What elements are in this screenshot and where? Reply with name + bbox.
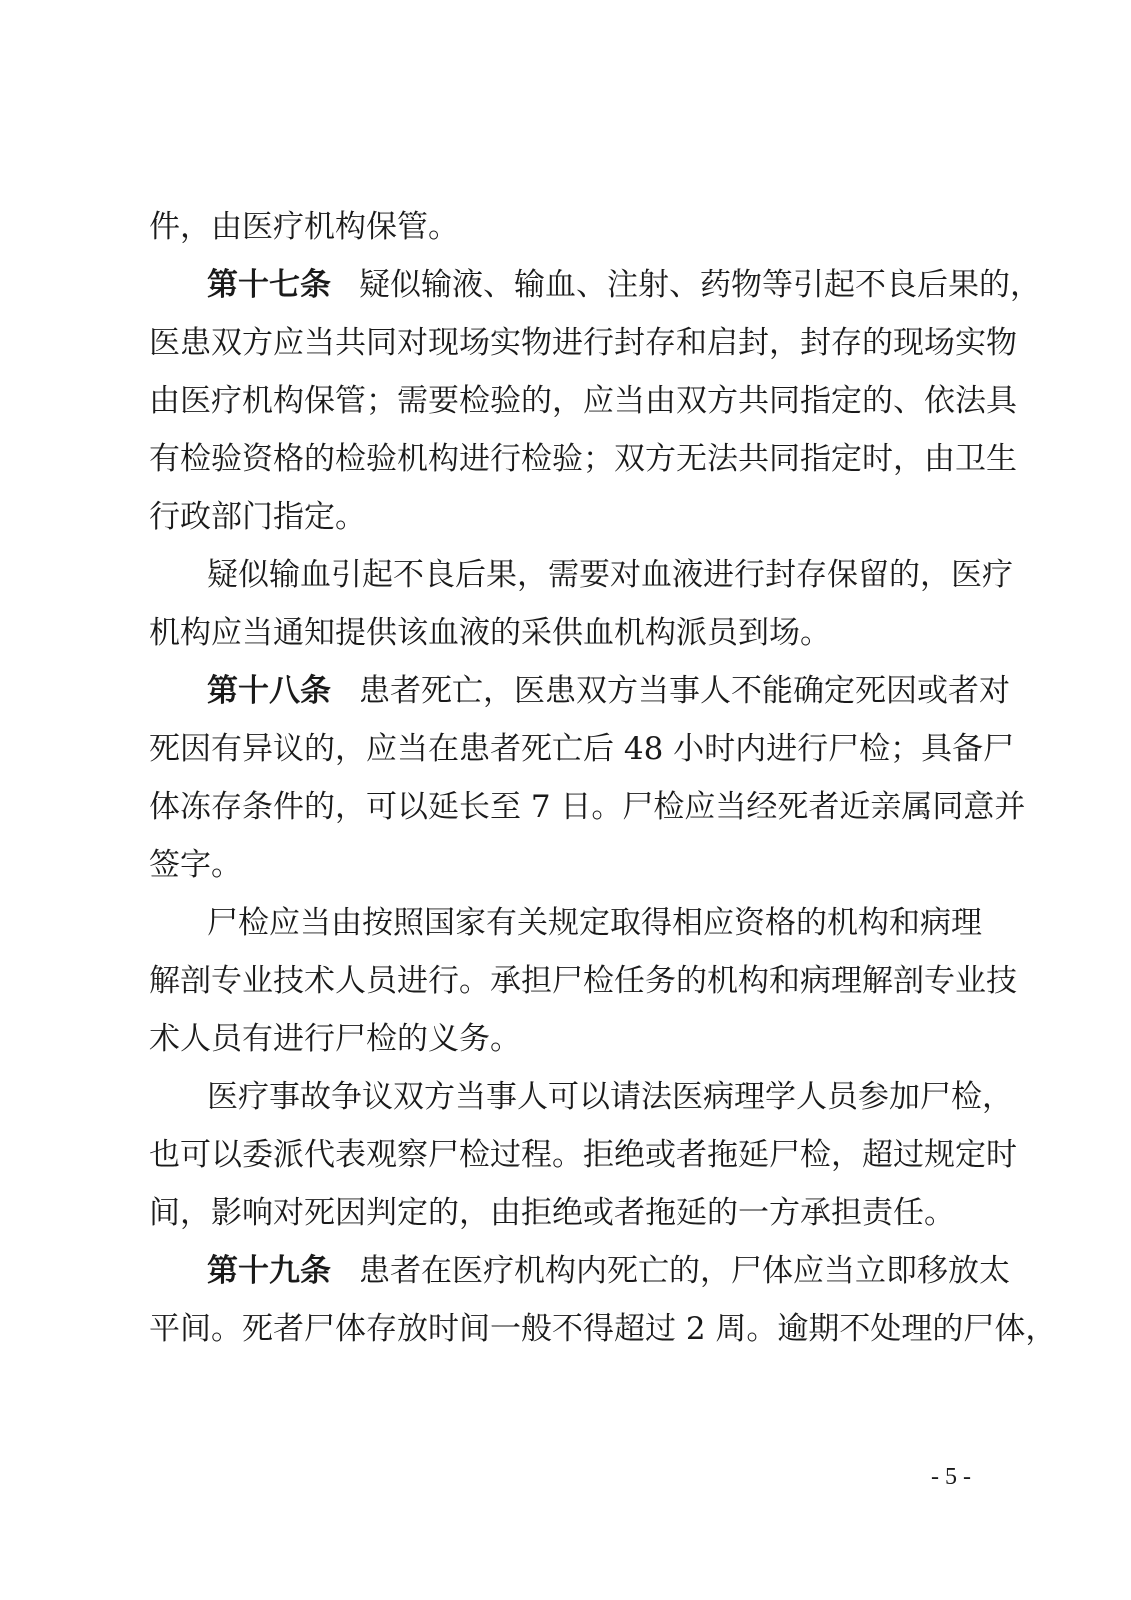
text-line: 解剖专业技术人员进行。承担尸检任务的机构和病理解剖专业技 [149, 963, 1017, 999]
text-line: 签字。 [149, 847, 242, 883]
text-line: 有检验资格的检验机构进行检验；双方无法共同指定时，由卫生 [149, 441, 1017, 477]
article-19-line [207, 1251, 1010, 1291]
text-line: 疑似输液、输血、注射、药物等引起不良后果的， [359, 267, 1041, 303]
text-line: 平间。死者尸体存放时间一般不得超过 2 周。逾期不处理的尸体， [149, 1311, 1057, 1347]
text-line: 患者死亡，医患双方当事人不能确定死因或者对 [359, 673, 1010, 709]
text-line: 患者在医疗机构内死亡的，尸体应当立即移放太 [359, 1253, 1010, 1289]
article-heading-18: 第十八条 [207, 673, 331, 709]
article-heading-19: 第十九条 [207, 1253, 331, 1289]
text-line: 件，由医疗机构保管。 [149, 209, 459, 245]
text-line: 间，影响对死因判定的，由拒绝或者拖延的一方承担责任。 [149, 1195, 955, 1231]
text-line: 由医疗机构保管；需要检验的，应当由双方共同指定的、依法具 [149, 383, 1017, 419]
article-17-line [207, 265, 1041, 305]
article-heading-17: 第十七条 [207, 267, 331, 303]
text-line: 医疗事故争议双方当事人可以请法医病理学人员参加尸检， [207, 1079, 1013, 1115]
text-line: 机构应当通知提供该血液的采供血机构派员到场。 [149, 615, 831, 651]
text-line: 尸检应当由按照国家有关规定取得相应资格的机构和病理 [207, 905, 982, 941]
text-line: 行政部门指定。 [149, 499, 366, 535]
text-line: 疑似输血引起不良后果，需要对血液进行封存保留的，医疗 [207, 557, 1013, 593]
text-line: 医患双方应当共同对现场实物进行封存和启封，封存的现场实物 [149, 325, 1017, 361]
text-line: 术人员有进行尸检的义务。 [149, 1021, 521, 1057]
page-number: - 5 - [931, 1464, 971, 1490]
article-18-line [207, 671, 1010, 711]
text-line: 体冻存条件的，可以延长至 7 日。尸检应当经死者近亲属同意并 [149, 789, 1026, 825]
text-line: 也可以委派代表观察尸检过程。拒绝或者拖延尸检，超过规定时 [149, 1137, 1017, 1173]
text-line: 死因有异议的，应当在患者死亡后 48 小时内进行尸检；具备尸 [149, 731, 1015, 767]
